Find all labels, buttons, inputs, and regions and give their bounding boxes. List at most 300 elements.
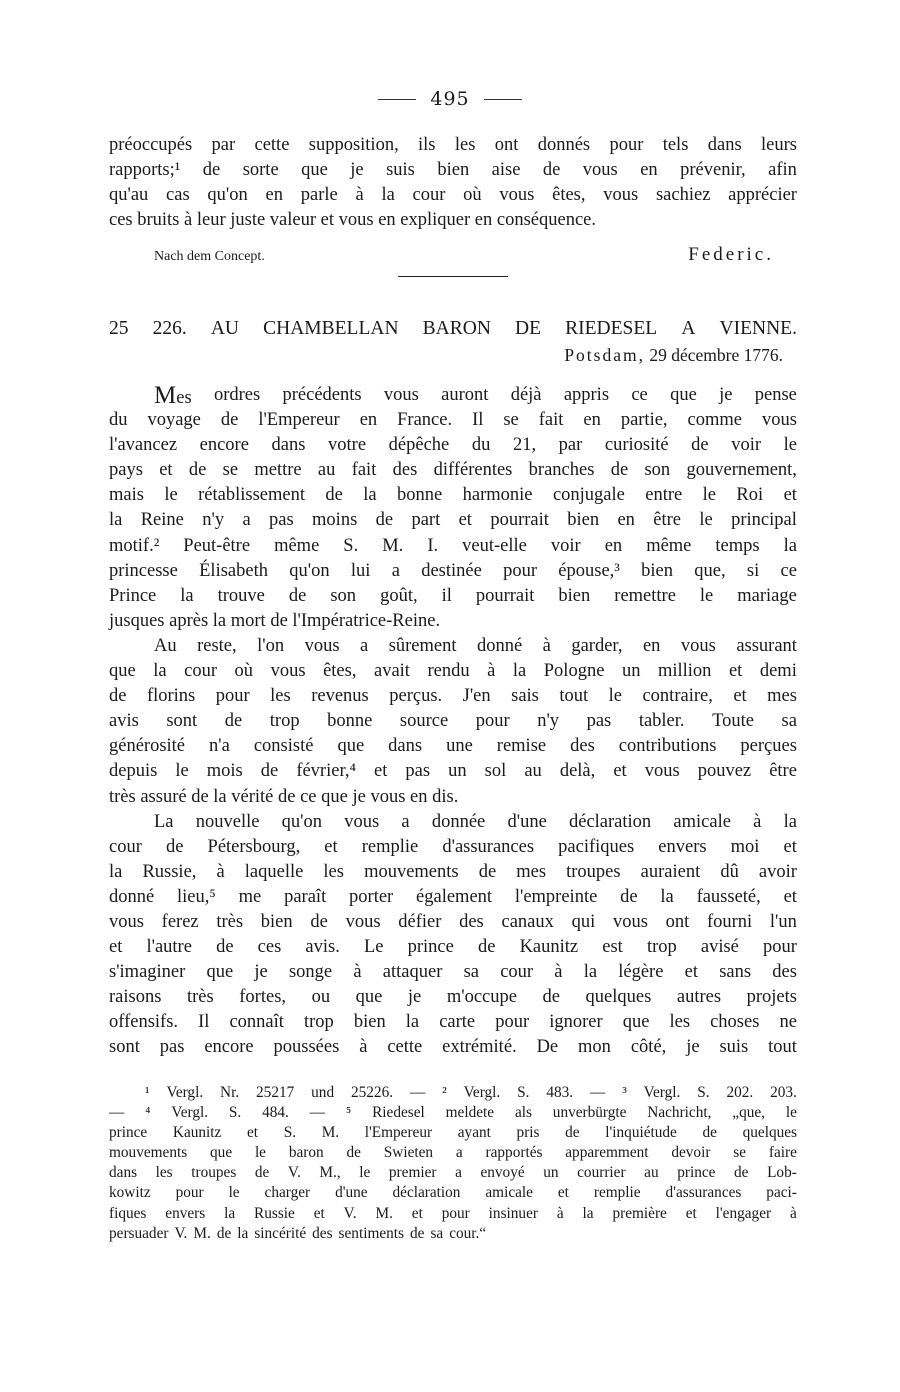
word: remplie — [361, 836, 419, 857]
word: la — [582, 1204, 594, 1222]
word: pour — [175, 1184, 204, 1202]
word: pas — [159, 1037, 185, 1058]
word: ⁴ — [145, 1104, 151, 1122]
word: Au — [154, 635, 177, 656]
word: avoir — [758, 861, 797, 882]
word: — — [109, 1104, 125, 1122]
word: déjà — [510, 385, 542, 405]
word: vous — [383, 385, 419, 405]
word: de — [702, 1124, 717, 1142]
word: Vergl. — [171, 1104, 209, 1122]
word: 21, — [512, 435, 537, 456]
word: d'assurances — [665, 1184, 742, 1202]
word: à — [355, 185, 364, 206]
word: à — [487, 661, 496, 682]
word: bien — [437, 160, 470, 181]
word: und — [311, 1084, 335, 1101]
title-word: BARON — [422, 318, 491, 339]
word: perçues — [740, 736, 797, 757]
word: la — [583, 962, 598, 983]
word: février,⁴ — [296, 761, 356, 782]
word: la — [783, 535, 797, 556]
word: faire — [768, 1144, 797, 1162]
word: et — [159, 460, 173, 481]
word: — — [590, 1084, 606, 1101]
word: précédents — [282, 385, 362, 405]
word: mes — [516, 861, 547, 882]
word: son — [330, 585, 357, 606]
word: Reine — [140, 510, 184, 531]
word: de — [202, 160, 221, 181]
word: projets — [746, 987, 797, 1008]
word: donné — [109, 886, 155, 907]
footnote-line — [109, 1123, 797, 1143]
word: la — [512, 661, 527, 682]
word: à — [753, 811, 762, 832]
word: tout — [559, 686, 589, 707]
title-word: VIENNE. — [719, 318, 797, 339]
word: du — [471, 435, 491, 456]
word: 203. — [770, 1084, 797, 1101]
word: carte — [439, 1012, 476, 1033]
footnote-line — [109, 1204, 797, 1224]
word: 25217 — [256, 1084, 295, 1101]
word: et — [783, 886, 797, 907]
word: S. — [228, 1104, 242, 1122]
word: d'une — [335, 1184, 368, 1202]
word: un — [543, 1164, 559, 1182]
word: courrier — [577, 1164, 626, 1182]
word: et — [685, 1204, 697, 1222]
word: le — [175, 761, 189, 782]
word: générosité — [109, 736, 186, 757]
word: trop — [269, 711, 300, 732]
word: prince — [407, 937, 454, 958]
word: ont — [665, 911, 690, 932]
word: comme — [687, 410, 742, 431]
word: de — [409, 1224, 425, 1242]
word: que — [109, 661, 136, 682]
word: et — [374, 761, 388, 782]
word: en — [604, 535, 623, 556]
section-divider — [398, 276, 508, 277]
word: dû — [720, 861, 739, 882]
word: à — [556, 1204, 564, 1222]
word: de — [691, 435, 709, 456]
word: de — [478, 861, 497, 882]
word: la — [405, 1012, 420, 1033]
word: même — [646, 535, 692, 556]
word: voir — [550, 535, 581, 556]
word: fait — [538, 410, 564, 431]
title-word: 25 — [109, 318, 129, 339]
text-line — [109, 183, 797, 208]
word: harmonie — [462, 485, 533, 506]
word: en — [265, 185, 283, 206]
word: êtes, — [552, 185, 586, 206]
word: si — [746, 560, 760, 581]
word: lieu,⁵ — [177, 886, 216, 907]
word: que — [337, 736, 365, 757]
word: en — [583, 410, 601, 431]
text-line — [109, 208, 797, 233]
word: sa — [781, 711, 797, 732]
word: son — [644, 460, 671, 481]
word: n'a — [209, 736, 230, 757]
word: encore — [204, 1037, 254, 1058]
word: a — [455, 1164, 462, 1182]
word: sol — [484, 761, 507, 782]
word: prince — [677, 1164, 716, 1182]
text-line — [109, 810, 797, 835]
word: meldete — [445, 1104, 495, 1122]
text-line — [109, 158, 797, 183]
word: je — [686, 1037, 700, 1058]
word: un — [448, 761, 467, 782]
word: à — [216, 861, 225, 882]
word: la — [224, 1204, 236, 1222]
word: l'engager — [715, 1204, 772, 1222]
word: ¹ — [145, 1084, 150, 1101]
word: en — [642, 635, 661, 656]
word: en — [359, 410, 378, 431]
word: je — [350, 160, 364, 181]
word: par — [558, 435, 583, 456]
word: part — [411, 510, 441, 531]
word: dans — [388, 736, 423, 757]
word: autres — [676, 987, 722, 1008]
word: Vergl. — [643, 1084, 681, 1101]
word: très assuré de la vérité de ce que je vous en dis. — [109, 786, 459, 807]
word: où — [234, 661, 254, 682]
word: cette — [387, 1037, 423, 1058]
word: l'autre — [146, 937, 192, 958]
word: les — [669, 1012, 691, 1033]
signature: Federic. — [688, 244, 774, 265]
word: extrémité. — [442, 1037, 517, 1058]
word: De — [536, 1037, 559, 1058]
word: „que, — [732, 1104, 765, 1122]
word: pourrait — [490, 510, 549, 531]
word: des — [312, 1224, 333, 1242]
text-line — [109, 759, 797, 784]
word: que — [206, 962, 234, 983]
word: légère — [618, 962, 664, 983]
text-line — [109, 383, 797, 408]
word: le — [702, 485, 717, 506]
word: remplie — [593, 1184, 641, 1202]
word: me — [238, 886, 262, 907]
word: 484. — [262, 1104, 289, 1122]
word: depuis — [109, 761, 158, 782]
word: Russie, — [142, 861, 197, 882]
word: la — [109, 861, 123, 882]
word: pays — [109, 460, 143, 481]
word: dans — [271, 435, 306, 456]
word: Kaunitz — [172, 1124, 222, 1142]
word: contraire, — [642, 686, 713, 707]
word: raisons — [109, 987, 162, 1008]
word: quelques — [585, 987, 652, 1008]
word: de — [109, 686, 127, 707]
text-line — [109, 860, 797, 885]
word: cas — [166, 185, 190, 206]
word: ces bruits à leur juste valeur et vous en expliquer en conséquence. — [109, 210, 596, 231]
word: goût, — [380, 585, 418, 606]
word: que — [301, 160, 328, 181]
title-word: AU — [210, 318, 240, 339]
letter-title — [109, 318, 797, 340]
word: en — [640, 160, 658, 181]
text-line — [109, 684, 797, 709]
word: a — [242, 510, 251, 531]
word: apprécier — [728, 185, 797, 206]
word: bien — [353, 1012, 386, 1033]
word: le — [228, 1184, 240, 1202]
word: se — [733, 1144, 747, 1162]
word: mes — [767, 686, 797, 707]
word: supposition, — [308, 135, 399, 155]
word: et — [613, 761, 627, 782]
word: de — [260, 761, 279, 782]
word: Mes — [154, 382, 192, 409]
word: pourrait — [475, 585, 535, 606]
word: songe — [288, 962, 333, 983]
word: envers — [165, 1204, 206, 1222]
word: de — [610, 460, 629, 481]
title-word: CHAMBELLAN — [263, 318, 399, 339]
word: sa — [463, 962, 479, 983]
word: et — [109, 937, 123, 958]
word: pour — [763, 937, 797, 958]
word: nouvelle — [195, 811, 260, 832]
word: offensifs. — [109, 1012, 179, 1033]
word: et — [733, 686, 747, 707]
source-note: Nach dem Concept. — [154, 249, 265, 264]
word: sentiments — [338, 1224, 404, 1242]
word: Le — [363, 937, 384, 958]
word: Swieten — [383, 1144, 434, 1162]
word: les — [323, 861, 344, 882]
word: mettre — [254, 460, 302, 481]
word: du — [109, 410, 128, 431]
title-word: RIEDESEL — [565, 318, 658, 339]
word: avait — [373, 661, 410, 682]
word: fortes, — [239, 987, 287, 1008]
word: baron — [288, 1144, 324, 1162]
word: pouvez — [697, 761, 752, 782]
word: d'assurances — [442, 836, 535, 857]
word: remettre — [614, 585, 676, 606]
word: tels — [662, 135, 689, 155]
word: premier — [388, 1164, 437, 1182]
word: garder, — [571, 635, 623, 656]
preamble-paragraph — [109, 133, 797, 233]
word: épouse,³ — [558, 560, 620, 581]
word: devoir — [671, 1144, 711, 1162]
word: êtes, — [323, 661, 357, 682]
word: de — [565, 1124, 580, 1142]
footnote-line — [109, 1183, 797, 1203]
title-word: A — [681, 318, 696, 339]
text-line — [109, 133, 797, 158]
word: sûrement — [388, 635, 457, 656]
word: suis — [719, 1037, 749, 1058]
word: pas — [405, 761, 431, 782]
word: pour — [215, 686, 250, 707]
word: très — [186, 987, 214, 1008]
word: a — [401, 811, 410, 832]
text-line — [109, 534, 797, 559]
text-line — [109, 609, 797, 634]
word: vous — [304, 635, 340, 656]
text-line — [109, 433, 797, 458]
word: l'avancez — [109, 435, 178, 456]
word: de — [165, 836, 184, 857]
word: les — [270, 686, 291, 707]
word: de — [542, 160, 561, 181]
word: de — [325, 485, 343, 506]
word: a — [391, 560, 400, 581]
word: cette — [254, 135, 290, 155]
word: canaux — [501, 911, 554, 932]
word: qu'on — [207, 185, 248, 206]
word: un — [621, 661, 641, 682]
word: à — [353, 962, 362, 983]
word: demi — [759, 661, 797, 682]
word: qu'au — [109, 185, 149, 206]
word: n'y — [537, 711, 560, 732]
word: défier — [398, 911, 442, 932]
word: je — [719, 385, 733, 405]
text-line — [109, 1010, 797, 1035]
word: avis. — [305, 937, 340, 958]
word: troupes — [566, 861, 621, 882]
word: première — [612, 1204, 667, 1222]
word: de — [216, 937, 234, 958]
word: Nr. — [220, 1084, 240, 1101]
word: pris — [516, 1124, 540, 1142]
text-line — [109, 734, 797, 759]
word: poussées — [273, 1037, 340, 1058]
word: V. — [343, 1204, 357, 1222]
word: jusques après la mort de l'Impératrice-Reine. — [109, 610, 441, 631]
word: vous — [603, 185, 639, 206]
word: troupes — [191, 1164, 237, 1182]
word: pas — [269, 510, 294, 531]
word: consisté — [253, 736, 314, 757]
word: vous — [761, 410, 797, 431]
text-line — [109, 508, 797, 533]
word: auraient — [640, 861, 701, 882]
word: ou — [311, 987, 331, 1008]
word: perçus. — [389, 686, 443, 707]
word: auront — [441, 385, 489, 405]
word: une — [446, 736, 473, 757]
word: mais — [109, 485, 144, 506]
dateline-date: 29 décembre 1776. — [649, 345, 783, 365]
word: encore — [199, 435, 249, 456]
word: pour — [475, 711, 510, 732]
word: a — [455, 1144, 463, 1162]
word: afin — [768, 160, 797, 181]
word: La — [154, 811, 174, 832]
word: Pologne — [543, 661, 605, 682]
word: a — [360, 635, 369, 656]
word: rétablissement — [198, 485, 305, 506]
word: source — [399, 711, 449, 732]
word: la — [783, 811, 797, 832]
word: se — [222, 460, 239, 481]
word: préoccupés — [109, 135, 193, 155]
word: temps — [715, 535, 760, 556]
word: gouvernement, — [686, 460, 797, 481]
word: être — [653, 510, 682, 531]
word: de — [216, 1224, 232, 1242]
word: avisé — [700, 937, 739, 958]
word: votre — [328, 435, 367, 456]
text-line — [109, 985, 797, 1010]
word: donnés — [537, 135, 591, 155]
word: sont — [109, 1037, 140, 1058]
word: connaît — [229, 1012, 284, 1033]
word: qu'on — [289, 560, 330, 581]
word: le — [359, 1164, 371, 1182]
word: de — [224, 711, 243, 732]
word: des — [570, 736, 595, 757]
word: que — [670, 385, 697, 405]
word: pour — [503, 560, 538, 581]
word: pour — [441, 1204, 470, 1222]
word: ce — [780, 560, 797, 581]
word: s'imaginer — [109, 962, 186, 983]
word: pas — [586, 711, 612, 732]
text-line — [109, 408, 797, 433]
letter-body — [109, 383, 797, 1061]
word: bien — [260, 911, 293, 932]
word: laquelle — [244, 861, 304, 882]
word: vous — [345, 911, 381, 932]
word: persuader — [109, 1224, 169, 1242]
word: vous — [499, 185, 535, 206]
word: Prince — [109, 585, 157, 606]
word: et — [313, 1204, 325, 1222]
word: au — [644, 1164, 659, 1182]
word: également — [416, 886, 493, 907]
word: qu'on — [281, 811, 322, 832]
word: au — [524, 761, 542, 782]
signature-row — [154, 244, 774, 266]
word: tout — [768, 1037, 797, 1058]
word: que, — [694, 560, 726, 581]
word: Vergl. — [463, 1084, 501, 1101]
word: porter — [349, 886, 394, 907]
text-line — [109, 960, 797, 985]
word: bien — [641, 560, 673, 581]
word: Vergl. — [166, 1084, 204, 1101]
word: de — [188, 460, 207, 481]
word: trop — [646, 937, 677, 958]
word: sans — [719, 962, 752, 983]
word: vous — [344, 811, 380, 832]
word: voir — [731, 435, 762, 456]
word: le — [699, 585, 714, 606]
word: la — [237, 1224, 249, 1242]
word: apparemment — [565, 1144, 649, 1162]
word: par — [211, 135, 236, 155]
word: cour — [412, 185, 446, 206]
word: parle — [300, 185, 338, 206]
